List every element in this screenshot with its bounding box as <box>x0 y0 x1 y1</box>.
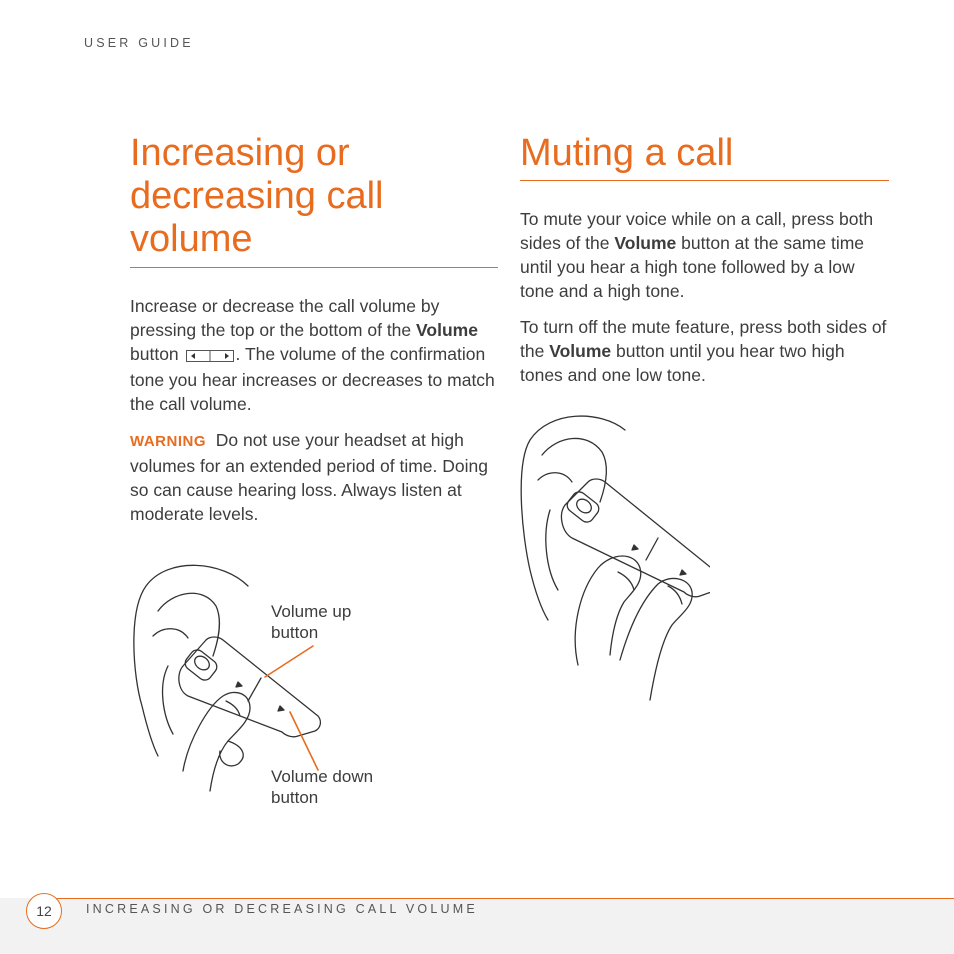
mute-paragraph: To mute your voice while on a call, press both sides of the Volume button at the same time until you hear a high tone followed by a low tone and a high tone. <box>520 209 874 301</box>
running-head: USER GUIDE <box>84 36 194 50</box>
warning-paragraph: WARNING Do not use your headset at high volumes for an extended period of time. Doing so can cause hearing loss. Always listen at moderate levels. <box>130 430 488 524</box>
unmute-paragraph: To turn off the mute feature, press both sides of the Volume button until you hear two high tones and one low tone. <box>520 317 887 385</box>
headset-ear-illustration <box>128 556 328 796</box>
volume-up-callout: Volume up button <box>271 602 352 642</box>
heading-muting: Muting a call <box>520 132 734 174</box>
footer-rule <box>44 898 954 899</box>
heading-rule-right <box>520 180 889 181</box>
volume-button-icon <box>186 344 234 368</box>
right-column-text <box>520 207 892 399</box>
page-number: 12 <box>26 893 62 929</box>
volume-down-callout: Volume down button <box>271 767 374 807</box>
mute-fingers-illustration <box>520 410 710 710</box>
warning-label: WARNING <box>130 433 206 450</box>
heading-rule-left <box>130 267 498 268</box>
volume-paragraph: Increase or decrease the call volume by pressing the top or the bottom of the Volume button . The volume of the confirmation tone you hear increases or decreases to match the call volume. <box>130 296 495 414</box>
heading-call-volume: Increasing or decreasing call volume <box>130 132 384 260</box>
footer-section-label: INCREASING OR DECREASING CALL VOLUME <box>86 902 478 916</box>
left-column-text <box>130 294 500 538</box>
